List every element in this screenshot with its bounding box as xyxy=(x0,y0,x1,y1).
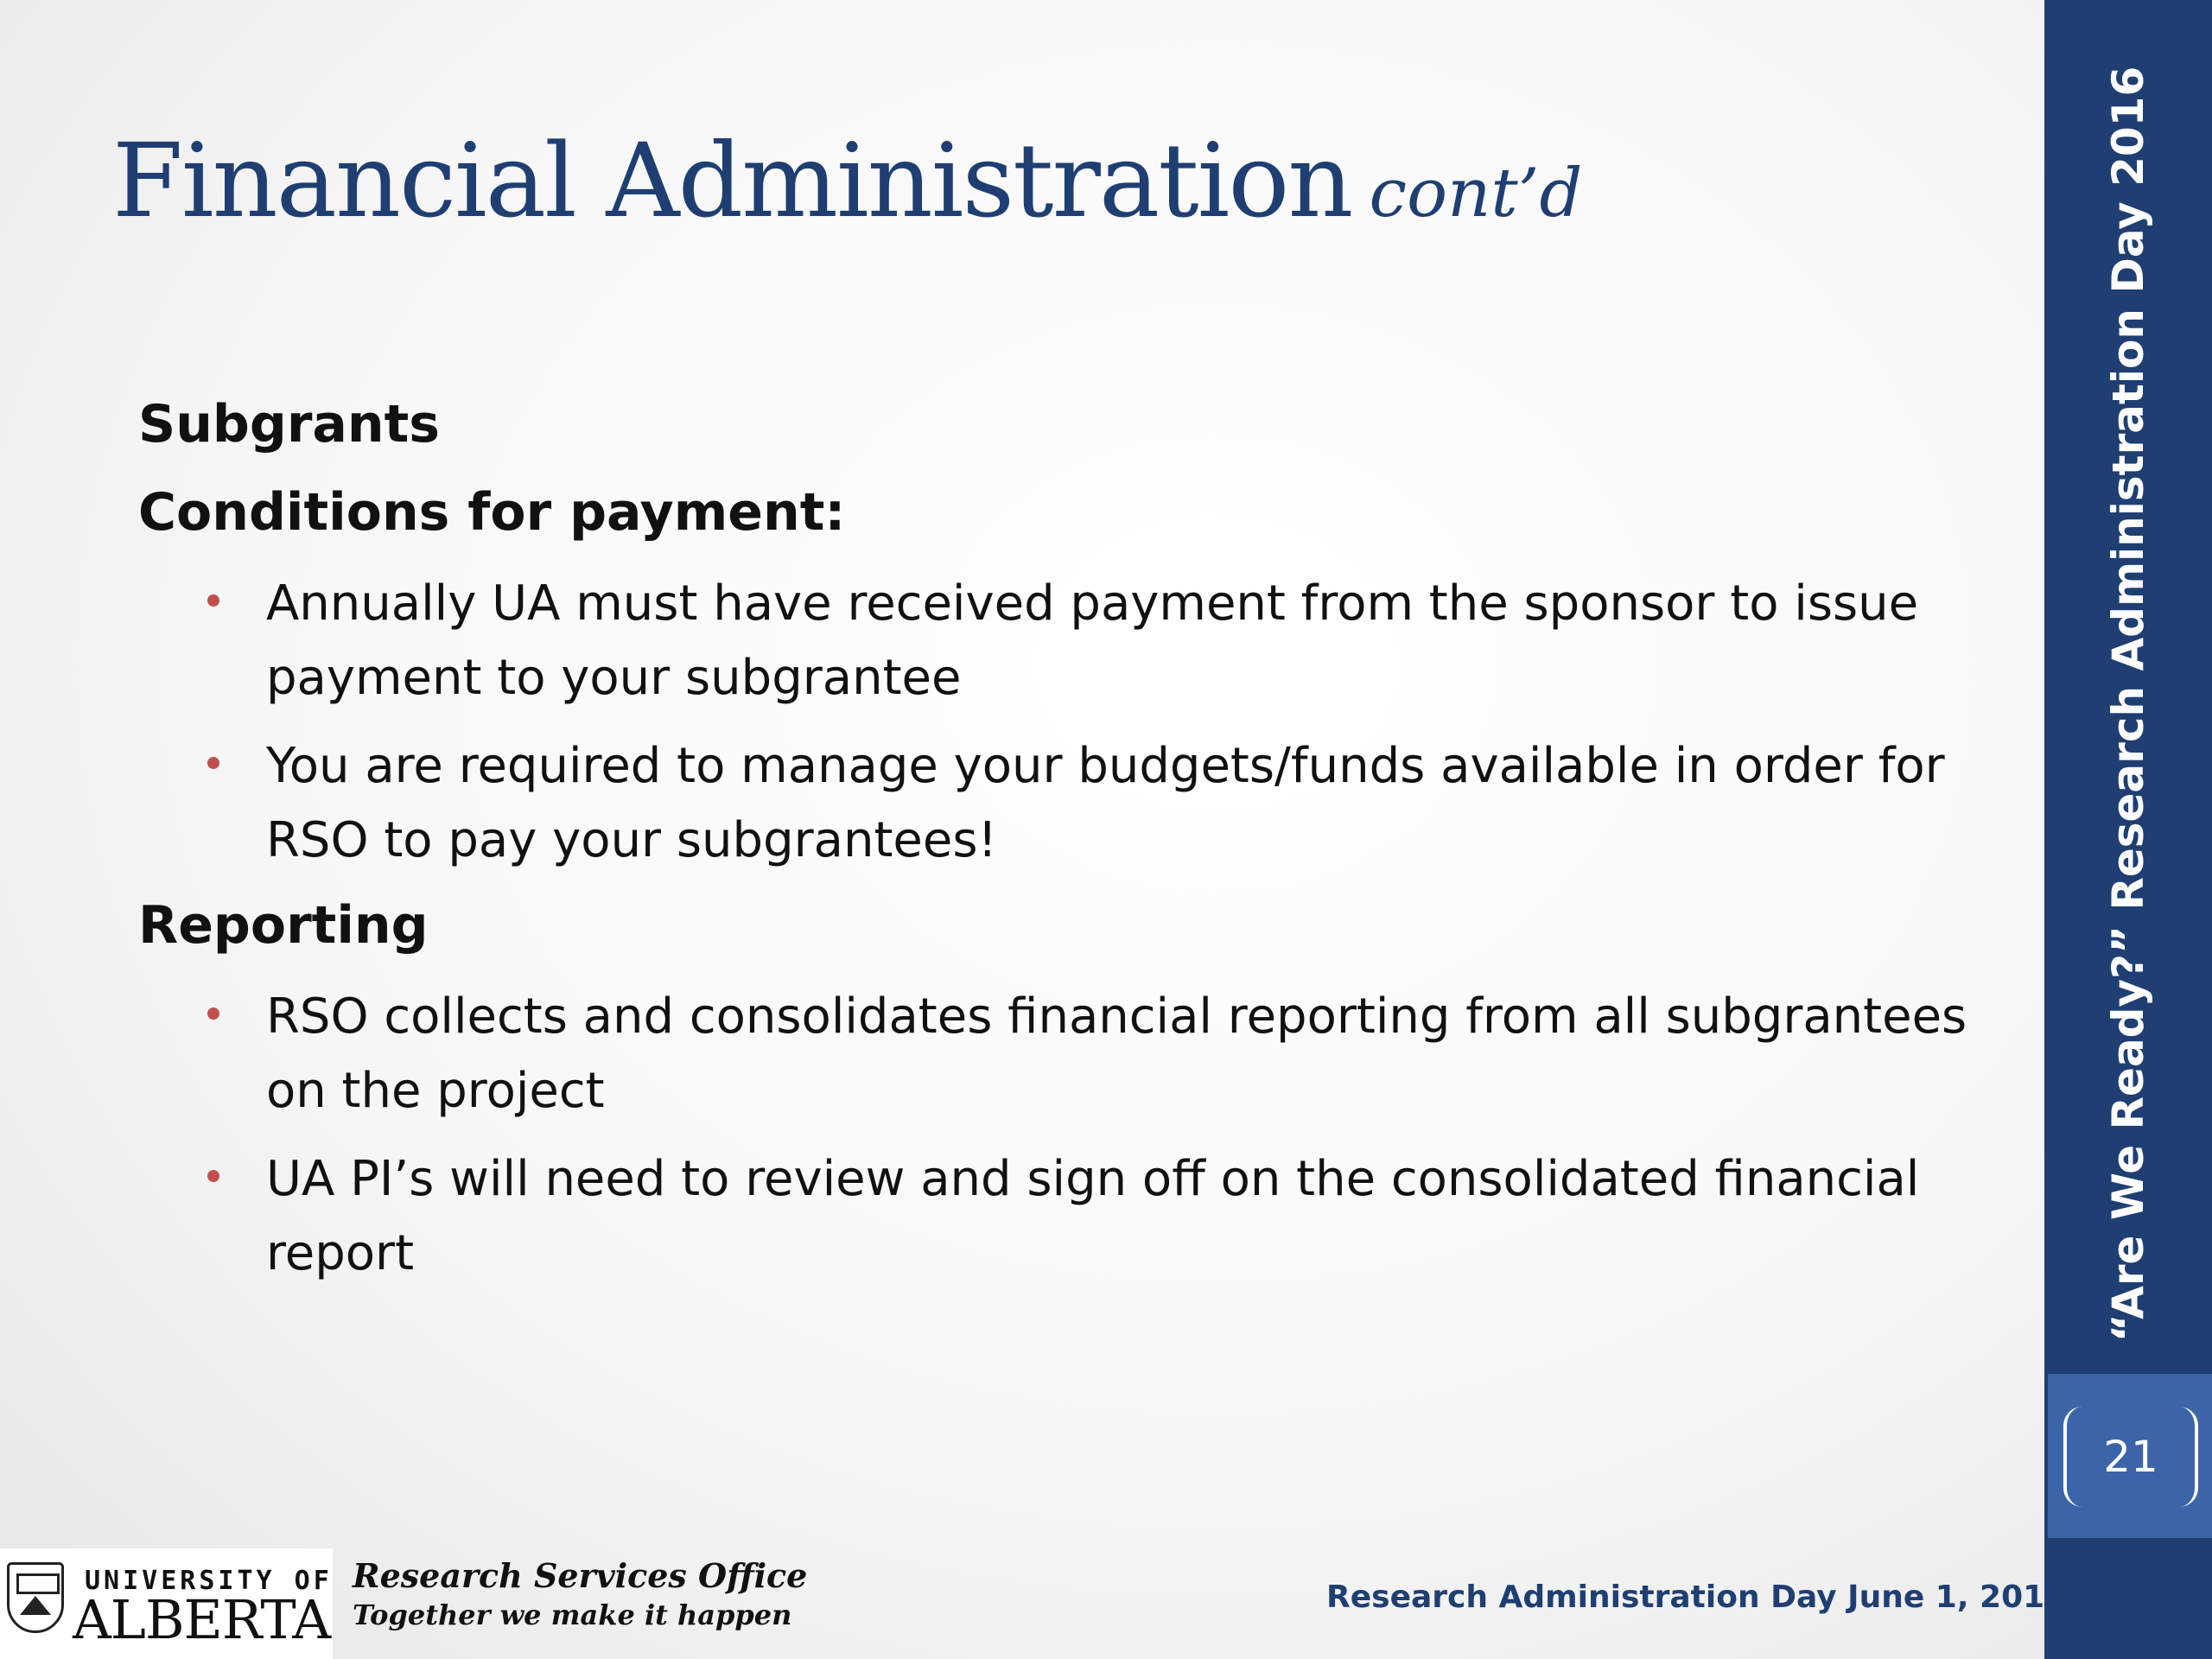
bullet-dot xyxy=(207,1170,219,1182)
logo-small-text: UNIVERSITY OF xyxy=(85,1566,333,1596)
slide-title xyxy=(112,121,1927,240)
page-number: 21 xyxy=(2103,1432,2158,1482)
office-block xyxy=(353,1555,807,1633)
logo-big-text: ALBERTA xyxy=(73,1588,331,1651)
heading-conditions: Conditions for payment: xyxy=(138,482,846,543)
bullet-text: RSO collects and consolidates financial reporting from all subgrantees on the project xyxy=(266,988,1967,1119)
conditions-list xyxy=(138,567,1987,878)
bullet-dot xyxy=(207,757,219,769)
bullet-dot xyxy=(207,1007,219,1020)
office-tagline: Together we make it happen xyxy=(353,1599,792,1631)
heading-subgrants: Subgrants xyxy=(138,394,441,454)
bullet-dot xyxy=(207,594,219,607)
bullet-text: UA PI’s will need to review and sign off on the consolidated financial report xyxy=(266,1151,1920,1281)
footer-date: Research Administration Day June 1, 2016 xyxy=(1326,1580,2067,1615)
reporting-list xyxy=(138,980,1987,1291)
list-item xyxy=(138,980,1987,1128)
office-name: Research Services Office xyxy=(353,1556,808,1595)
crest-icon xyxy=(7,1562,64,1633)
bullet-text: You are required to manage your budgets/funds available in order for RSO to pay your subgrantees! xyxy=(266,738,1945,868)
list-item xyxy=(138,729,1987,878)
crest-book xyxy=(16,1573,60,1594)
title-sub: cont’d xyxy=(1369,155,1583,232)
crest-mountain xyxy=(20,1596,51,1615)
title-main: Financial Administration xyxy=(112,121,1352,240)
event-title-vertical: “Are We Ready?” Research Administration Day 2016 xyxy=(2103,66,2153,1343)
list-item xyxy=(138,1142,1987,1291)
heading-reporting: Reporting xyxy=(138,895,429,956)
list-item xyxy=(138,567,1987,715)
bullet-text: Annually UA must have received payment from the sponsor to issue payment to your subgrantee xyxy=(266,575,1919,706)
slide-body xyxy=(138,391,1987,1305)
